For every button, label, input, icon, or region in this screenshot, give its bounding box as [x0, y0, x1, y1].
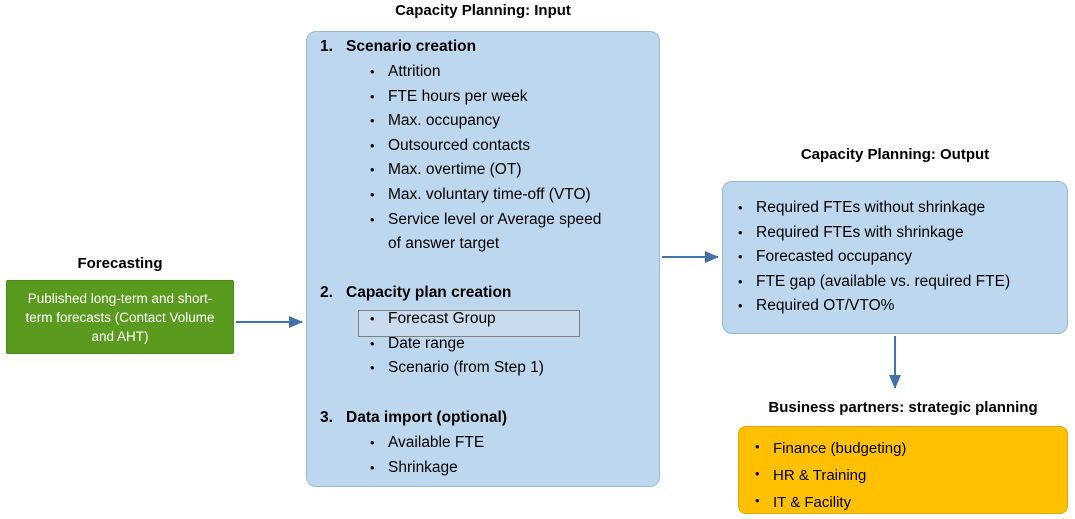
list-item-forecast-group[interactable]: • Forecast Group [364, 307, 544, 332]
list-item: • Required OT/VTO% [732, 294, 1010, 319]
step-1-items [364, 60, 618, 257]
step-1-index: 1. [320, 38, 333, 55]
list-item: • Finance (budgeting) [749, 435, 906, 462]
list-item: • IT & Facility [749, 489, 906, 516]
forecasting-section-title: Forecasting [77, 255, 163, 272]
forecasting-box-text: Published long-term and short-term forecasts (Contact Volume and AHT) [25, 290, 215, 344]
forecasting-box [6, 280, 234, 354]
step-3-label: Data import (optional) [346, 409, 508, 426]
step-3-items [364, 431, 484, 480]
partners-section-title: Business partners: strategic planning [768, 399, 1038, 416]
list-item: • Max. occupancy [364, 109, 618, 134]
step-2-label: Capacity plan creation [346, 284, 512, 301]
list-item: • Available FTE [364, 431, 484, 456]
list-item: • HR & Training [749, 462, 906, 489]
step-2-items [364, 307, 544, 381]
step-1-label: Scenario creation [346, 38, 477, 55]
partners-items [749, 435, 906, 516]
step-2-index: 2. [320, 284, 333, 301]
list-item: • Required FTEs without shrinkage [732, 196, 1010, 221]
list-item: • Scenario (from Step 1) [364, 356, 544, 381]
list-item: • Outsourced contacts [364, 134, 618, 159]
output-section-title: Capacity Planning: Output [800, 146, 990, 163]
list-item: • Attrition [364, 60, 618, 85]
step-2-heading [320, 284, 511, 302]
list-item: • Max. voluntary time-off (VTO) [364, 183, 618, 208]
list-item: • FTE gap (available vs. required FTE) [732, 270, 1010, 295]
step-1-heading [320, 38, 476, 56]
list-item: • Shrinkage [364, 456, 484, 481]
business-partners-box [738, 426, 1068, 514]
step-3-heading [320, 409, 507, 427]
list-item: • FTE hours per week [364, 85, 618, 110]
step-3-index: 3. [320, 409, 333, 426]
list-item: • Max. overtime (OT) [364, 158, 618, 183]
list-item: • Date range [364, 332, 544, 357]
list-item: • Service level or Average speed of answer target [364, 208, 618, 257]
list-item: • Required FTEs with shrinkage [732, 221, 1010, 246]
input-section-title: Capacity Planning: Input [395, 2, 571, 19]
output-items [732, 196, 1010, 319]
list-item: • Forecasted occupancy [732, 245, 1010, 270]
